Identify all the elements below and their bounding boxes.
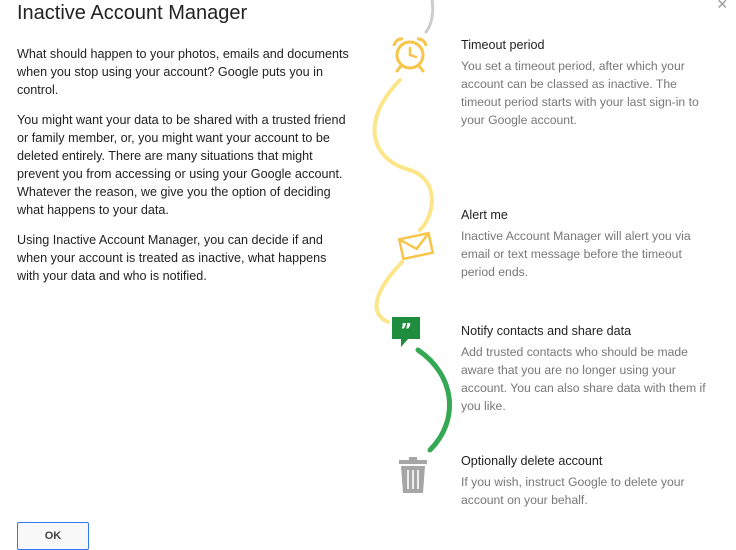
step-title: Timeout period (461, 38, 545, 52)
svg-text:”: ” (400, 320, 412, 341)
step-notify-contacts (461, 323, 719, 415)
timeline-illustration (360, 0, 470, 510)
ok-button[interactable]: OK (17, 522, 89, 550)
dialog-title: Inactive Account Manager (17, 2, 248, 24)
speech-bubble-icon (392, 317, 420, 347)
step-timeout-period (461, 37, 719, 129)
step-description: Inactive Account Manager will alert you via email or text message before the timeout period ends. (461, 229, 691, 279)
intro-paragraph: What should happen to your photos, emails and documents when you stop using your account? Google puts you in control. (17, 47, 349, 97)
timeline-path-top (426, 0, 433, 32)
close-icon[interactable]: × (717, 0, 728, 14)
step-description: If you wish, instruct Google to delete your account on your behalf. (461, 475, 685, 507)
timeline-path-green (418, 350, 450, 450)
step-alert-me (461, 207, 719, 281)
alarm-clock-icon (394, 39, 426, 71)
step-title: Optionally delete account (461, 454, 603, 468)
envelope-icon (399, 233, 433, 259)
step-description: You set a timeout period, after which your account can be classed as inactive. The timeout period starts with your last sign-in to your Google account. (461, 59, 699, 127)
step-delete-account (461, 453, 719, 509)
step-title: Notify contacts and share data (461, 324, 632, 338)
timeline-path-yellow (375, 80, 432, 230)
trash-icon (399, 457, 427, 493)
step-title: Alert me (461, 208, 508, 222)
intro-paragraph: Using Inactive Account Manager, you can decide if and when your account is treated as inactive, what happens with your data and who is notified. (17, 233, 327, 283)
timeline-path-yellow-2 (376, 262, 402, 322)
step-description: Add trusted contacts who should be made aware that you are no longer using your account. You can also share data with them if you like. (461, 345, 706, 413)
intro-text (17, 45, 352, 297)
intro-paragraph: You might want your data to be shared with a trusted friend or family member, or, you might want your account to be deleted entirely. There are many situations that might prevent you from accessing or using your Google account. Whatever the reason, we give you the option of deciding what happens to your data. (17, 113, 346, 217)
